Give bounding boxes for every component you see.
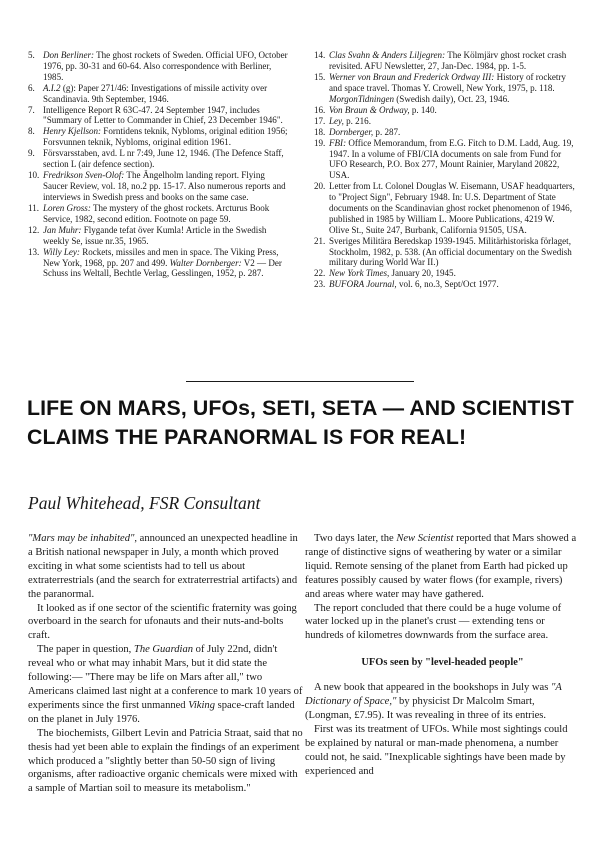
reference-text [43, 126, 290, 148]
section-subheading: UFOs seen by "level-headed people" [361, 657, 524, 669]
reference-item [314, 279, 576, 290]
reference-number: 16. [314, 104, 326, 115]
reference-body: p. 287. [373, 126, 401, 137]
reference-body: (g): Paper 271/46: Investigations of missile activity over Scandinavia. 9th September, 1946. [43, 82, 268, 104]
reference-item [314, 138, 576, 181]
quoted-headline: "Mars may be inhabited" [28, 533, 135, 544]
reference-item [314, 105, 576, 116]
reference-item [314, 50, 576, 72]
reference-body: The Kölmjärv ghost rocket crash revisited. AFU Newsletter, 27, Jan-Dec. 1984, pp. 1-5. [329, 50, 567, 71]
paragraph-text: space-craft landed on the planet in July 1976. [28, 699, 295, 725]
reference-text [329, 127, 576, 138]
reference-author: Werner von Braun and Frederick Ordway III: [329, 71, 495, 82]
paragraph-text: , announced an unexpected headline in a British national newspaper in July, a month which proved exciting in what some scientists had to tell us about extraterrestrials (and the search for extraterrestrial artifacts) and the paranormal. [28, 533, 298, 600]
reference-text [43, 247, 290, 280]
reference-text [43, 170, 290, 203]
references-list-right [314, 50, 576, 290]
reference-number: 20. [314, 181, 326, 192]
spacecraft-name: Viking [188, 699, 215, 711]
reference-item [314, 116, 576, 127]
paragraph-text: A new book that appeared in the bookshops in July was [314, 682, 551, 694]
article-paragraph [305, 681, 580, 723]
references-left-column [28, 50, 290, 290]
reference-body: History of rocketry and space travel. Thomas Y. Crowell, New York, 1975, p. 118. [329, 71, 566, 93]
reference-number: 15. [314, 71, 326, 82]
reference-author: Dornberger, [329, 126, 374, 137]
reference-item [28, 105, 290, 127]
reference-item [314, 236, 576, 269]
article-paragraph: First was its treatment of UFOs. While most sightings could be explained by natural or man-made phenomena, a number could not, he said. "Inexplicable sightings have been made by experienced and [305, 723, 568, 777]
reference-number: 9. [28, 148, 35, 159]
reference-author: Henry Kjellson: [43, 126, 102, 137]
reference-author: FBI: [329, 137, 347, 148]
paragraph-text: The paper in question, [37, 644, 134, 656]
reference-body: The ghost rockets of Sweden. Official UFO, October 1976, pp. 30-31 and 60-64. Also correspondence with Berliner, 1985. [43, 50, 288, 82]
reference-body: p. 140. [409, 104, 437, 115]
article-paragraph: The biochemists, Gilbert Levin and Patricia Straat, said that no thesis had yet been able to explain the findings of an experiment which produced a "slightly better than 50-50 sign of living organisms, after radioactive organic chemicals were mixed with a sample of Martian soil to measure its metabolism." [28, 727, 303, 795]
article-headline: LIFE ON MARS, UFOs, SETI, SETA — AND SCIENTIST CLAIMS THE PARANORMAL IS FOR REAL! [27, 396, 574, 449]
reference-item [28, 126, 290, 148]
reference-body: January 20, 1945. [389, 268, 456, 279]
reference-number: 21. [314, 235, 326, 246]
article-paragraph: It looked as if one sector of the scientific fraternity was going overboard in the search for ufonauts and their nuts-and-bolts craft. [28, 602, 297, 642]
reference-author: Clas Svahn & Anders Liljegren: [329, 50, 446, 60]
reference-body: p. 216. [343, 115, 371, 126]
reference-number: 18. [314, 126, 326, 137]
section-divider [186, 381, 414, 382]
reference-text [329, 138, 576, 181]
reference-item [28, 83, 290, 105]
reference-text [43, 50, 290, 83]
reference-number: 6. [28, 82, 35, 93]
reference-item [28, 170, 290, 203]
reference-item [28, 225, 290, 247]
reference-item [28, 50, 290, 83]
reference-text [43, 203, 290, 225]
reference-text [329, 72, 576, 105]
reference-number: 23. [314, 279, 326, 290]
article-paragraph [28, 643, 303, 726]
reference-body: Sveriges Militära Beredskap 1939-1945. Militärhistoriska förlaget, Stockholm, 1982, p. 538. (An official documentary on the Swedish military during World War II.) [329, 235, 572, 268]
reference-text [329, 268, 576, 279]
reference-number: 14. [314, 50, 326, 60]
references-list-left [28, 50, 290, 279]
reference-author: BUFORA Journal, [329, 279, 397, 290]
reference-number: 17. [314, 115, 326, 126]
reference-text [329, 279, 576, 290]
reference-author: Von Braun & Ordway, [329, 104, 410, 115]
reference-item [28, 148, 290, 170]
reference-number: 10. [28, 170, 40, 181]
paragraph-text: by physicist Dr Malcolm Smart, (Longman, £7.95). It was revealing in three of its entries. [305, 696, 547, 722]
reference-number: 13. [28, 246, 40, 257]
reference-author: Willy Ley: [43, 246, 80, 257]
reference-item [28, 203, 290, 225]
reference-body: Försvarsstaben, avd. L nr 7:49, June 12, 1946. (The Defence Staff, section L (air defence section). [43, 148, 284, 170]
reference-body-secondary: (Swedish daily), Oct. 23, 1946. [394, 93, 510, 104]
reference-item [314, 127, 576, 138]
paragraph-text: Two days later, the [314, 533, 397, 544]
article-paragraph [28, 532, 303, 602]
reference-text [329, 236, 576, 269]
reference-text [43, 225, 290, 247]
article-column-right [305, 532, 580, 779]
article-paragraph [305, 532, 580, 602]
reference-number: 19. [314, 137, 326, 148]
reference-number: 12. [28, 224, 40, 235]
reference-author: Fredrikson Sven-Olof: [43, 170, 125, 181]
reference-body: Letter from Lt. Colonel Douglas W. Eisemann, USAF headquarters, to "Project Sign", February 1948. In: U.S. Department of State documents on the Scandinavian ghost rocket phenomenon of 1946, published in 1985 by William L. Moore Publications, 4219 W. Olive St., Suite 247, Burbank, California 91505, USA. [329, 181, 575, 235]
references-right-column [314, 50, 576, 290]
references-section [28, 50, 576, 290]
reference-text [329, 116, 576, 127]
reference-text [43, 105, 290, 127]
reference-body: Office Memorandum, from E.G. Fitch to D.M. Ladd, Aug. 19, 1947. In a volume of FBI/CIA documents on sale from Fund for UFO Research, P.O. Box 277, Mount Rainier, Maryland 20822, USA. [329, 137, 574, 181]
reference-item [28, 247, 290, 280]
book-title: "A Dictionary of Space," [305, 682, 562, 708]
reference-body: Forntidens teknik, Nybloms, original edition 1956; Forsvunnen teknik, Nybloms, original edition 1961. [43, 126, 288, 148]
reference-number: 5. [28, 50, 35, 60]
reference-body: Rockets, missiles and men in space. The Viking Press, New York, 1968, pp. 207 and 499. [43, 246, 279, 268]
reference-body: Flygande tefat över Kumla! Article in the Swedish weekly Se, issue nr.35, 1965. [43, 224, 267, 246]
paragraph-text: reported that Mars showed a range of distinctive signs of weathering by water or a similar liquid. Remote sensing of the planet from Earth had picked up features possibly caused by water flows (for example, rivers) and areas where water may have gathered. [305, 533, 577, 600]
article-paragraph: The report concluded that there could be a huge volume of water locked up in the planet's crust — extending tens or hundreds of kilometres downwards from the surface area. [305, 602, 562, 642]
reference-body: The Ängelholm landing report. Flying Saucer Review, vol. 18, no.2 pp. 15-17. Also numerous reports and interviews in Swedish press and books on the same case. [43, 170, 286, 202]
article-byline: Paul Whitehead, FSR Consultant [28, 493, 261, 513]
reference-body-secondary: V2 — Der Schuss ins Weltall, Bechtle Verlag, Gesslingen, 1952, p. 287. [43, 257, 282, 279]
article-column-left [28, 532, 303, 796]
newspaper-name: The Guardian [133, 644, 194, 656]
reference-author: Jan Muhr: [43, 224, 82, 235]
reference-author-secondary: Walter Dornberger: [169, 257, 242, 268]
reference-item [314, 268, 576, 279]
reference-author-secondary: MorgonTidningen [329, 93, 395, 104]
reference-author: A.I.2 [43, 82, 61, 93]
journal-name: New Scientist [396, 533, 454, 544]
reference-item [314, 72, 576, 105]
reference-text [329, 50, 576, 72]
reference-text [329, 181, 576, 235]
reference-author: New York Times, [329, 268, 390, 279]
reference-number: 22. [314, 268, 326, 279]
reference-author: Don Berliner: [43, 50, 95, 60]
reference-number: 7. [28, 104, 35, 115]
reference-number: 8. [28, 126, 35, 137]
reference-text [43, 83, 290, 105]
reference-text [43, 148, 290, 170]
reference-number: 11. [28, 202, 39, 213]
reference-text [329, 105, 576, 116]
reference-item [314, 181, 576, 235]
reference-body: The mystery of the ghost rockets. Arcturus Book Service, 1982, second edition. Footnote on page 59. [43, 202, 270, 224]
reference-body: vol. 6, no.3, Sept/Oct 1977. [396, 279, 499, 290]
reference-author: Ley, [329, 115, 344, 126]
paragraph-text: of July 22nd, didn't reveal who or what may inhabit Mars, but it did state the following:— "There may be life on Mars after all," two Americans claimed last night at a conference to mark 10 years of experiments since the first unmanned [28, 644, 303, 711]
reference-author: Loren Gross: [43, 202, 91, 213]
reference-body: Intelligence Report R 63C-47. 24 September 1947, includes "Summary of Letter to Commander in Chief, 23 December 1946". [43, 104, 283, 126]
